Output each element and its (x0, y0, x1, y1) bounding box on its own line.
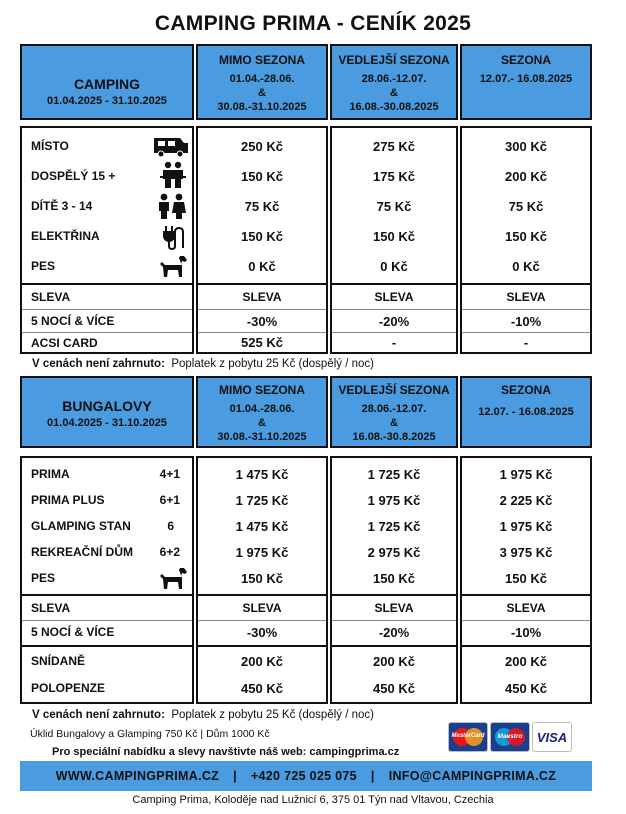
bungalovy-season-1-column (196, 456, 328, 704)
row-divider (198, 594, 326, 596)
price-value: 150 Kč (373, 570, 415, 586)
discount-cell (198, 286, 326, 308)
season-name: SEZONA (500, 53, 551, 67)
discount-cell (462, 310, 590, 332)
season-date-line: 01.04.-28.06. (229, 403, 295, 415)
row-divider (332, 645, 456, 647)
meal-price: 200 Kč (373, 653, 415, 669)
price-cell (198, 194, 326, 218)
price-cell (332, 134, 456, 158)
price-cell (332, 540, 456, 564)
row-divider (462, 645, 590, 647)
camping-season-1-column (196, 126, 328, 354)
camping-header (20, 44, 194, 120)
footer-phone[interactable]: +420 725 025 075 (250, 769, 357, 783)
price-value: 2 225 Kč (499, 492, 553, 508)
season-date-line: 12.07. - 16.08.2025 (478, 406, 574, 418)
season-date-line: 12.07.- 16.08.2025 (479, 73, 573, 85)
meal-price: 450 Kč (373, 680, 415, 696)
price-cell (332, 224, 456, 248)
price-value: 275 Kč (373, 138, 415, 154)
season-name: MIMO SEZONA (219, 53, 305, 67)
dog-icon (158, 566, 188, 590)
table-row (22, 286, 192, 308)
row-divider (198, 283, 326, 285)
row-label: DÍTĚ 3 - 14 (31, 199, 93, 213)
price-value: 0 Kč (380, 258, 408, 274)
season-name: SEZONA (500, 383, 551, 397)
discount-cell (198, 310, 326, 332)
mastercard-logo (448, 722, 488, 752)
acsi-cell (332, 333, 456, 352)
season-date-line: & (390, 417, 398, 429)
camping-note (32, 358, 374, 370)
price-cell (462, 254, 590, 278)
price-value: 1 725 Kč (367, 518, 421, 534)
visa-logo (532, 722, 572, 752)
price-cell (198, 254, 326, 278)
bungalovy-season-2-column (330, 456, 458, 704)
children-icon (156, 192, 188, 220)
nights-label: 5 NOCÍ & VÍCE (31, 314, 115, 328)
season-date-line: 30.08.-31.10.2025 (217, 101, 307, 113)
price-cell (198, 462, 326, 486)
price-cell (462, 224, 590, 248)
row-divider (332, 283, 456, 285)
camping-season-3-header (460, 44, 592, 120)
price-value: 150 Kč (241, 570, 283, 586)
discount-cell (462, 286, 590, 308)
bungalovy-season-2-header (330, 376, 458, 448)
row-divider (22, 283, 192, 285)
table-row (22, 540, 192, 564)
row-capacity: 6+1 (159, 493, 180, 507)
acsi-value: - (523, 335, 529, 350)
season-name: VEDLEJŠÍ SEZONA (338, 53, 450, 67)
meal-cell (462, 649, 590, 673)
bungalovy-season-3-column (460, 456, 592, 704)
discount-value: -30% (246, 313, 278, 329)
footer-address: Camping Prima, Koloděje nad Lužnicí 6, 375 01 Týn nad Vltavou, Czechia (132, 794, 494, 806)
table-row (22, 310, 192, 332)
price-cell (198, 566, 326, 590)
discount-cell (198, 597, 326, 619)
price-value: 2 975 Kč (367, 544, 421, 560)
price-value: 3 975 Kč (499, 544, 553, 560)
row-divider (462, 283, 590, 285)
price-cell (332, 514, 456, 538)
discount-value: SLEVA (374, 290, 414, 304)
row-divider (22, 594, 192, 596)
price-cell (198, 540, 326, 564)
footer-contact-bar (20, 761, 592, 791)
price-cell (462, 540, 590, 564)
discount-value: SLEVA (242, 290, 282, 304)
row-divider (198, 645, 326, 647)
camping-label-column (20, 126, 194, 354)
price-value: 1 475 Kč (235, 466, 289, 482)
price-value: 150 Kč (241, 228, 283, 244)
price-cell (332, 488, 456, 512)
price-cell (462, 134, 590, 158)
table-row (22, 462, 192, 486)
meal-cell (198, 649, 326, 673)
row-label: DOSPĚLÝ 15 + (31, 169, 116, 183)
camping-season-2-header (330, 44, 458, 120)
row-divider (22, 645, 192, 647)
discount-cell (332, 621, 456, 643)
row-label: ELEKTŘINA (31, 229, 100, 243)
price-cell (332, 254, 456, 278)
row-capacity: 6+2 (159, 545, 180, 559)
table-row (22, 649, 192, 673)
meal-price: 200 Kč (505, 653, 547, 669)
season-date-line: 30.08.-31.10.2025 (217, 431, 307, 443)
plug-icon (162, 224, 184, 250)
discount-value: -10% (510, 624, 542, 640)
price-value: 1 975 Kč (367, 492, 421, 508)
price-value: 150 Kč (505, 570, 547, 586)
meal-price: 450 Kč (505, 680, 547, 696)
table-row (22, 488, 192, 512)
discount-cell (332, 310, 456, 332)
price-value: 250 Kč (241, 138, 283, 154)
acsi-value: - (391, 335, 397, 350)
season-name: MIMO SEZONA (219, 383, 305, 397)
table-row (22, 514, 192, 538)
discount-cell (462, 621, 590, 643)
price-cell (198, 488, 326, 512)
price-cell (198, 224, 326, 248)
price-value: 1 975 Kč (499, 518, 553, 534)
bungalovy-season-3-header (460, 376, 592, 448)
table-row (22, 676, 192, 700)
page-title: CAMPING PRIMA - CENÍK 2025 (154, 12, 472, 35)
price-value: 1 975 Kč (235, 544, 289, 560)
acsi-label: ACSI CARD (31, 335, 98, 350)
bungalovy-header-dates: 01.04.2025 - 31.10.2025 (47, 417, 167, 429)
footer-divider: | (370, 769, 375, 783)
meal-price: 450 Kč (241, 680, 283, 696)
meal-cell (462, 676, 590, 700)
price-cell (462, 566, 590, 590)
price-value: 300 Kč (505, 138, 547, 154)
price-value: 150 Kč (373, 228, 415, 244)
discount-cell (332, 597, 456, 619)
bungalovy-header (20, 376, 194, 448)
footer-email-link[interactable]: INFO@CAMPINGPRIMA.CZ (388, 769, 557, 783)
camper-icon (152, 134, 190, 158)
card-label: Maestro (497, 733, 523, 740)
price-value: 1 975 Kč (499, 466, 553, 482)
note-label: V cenách není zahrnuto: (32, 709, 165, 721)
row-label: MÍSTO (31, 139, 69, 153)
acsi-value: 525 Kč (241, 335, 283, 350)
footer-divider: | (233, 769, 237, 783)
price-cell (198, 164, 326, 188)
row-label: PRIMA (31, 467, 70, 481)
meal-cell (198, 676, 326, 700)
season-name: VEDLEJŠÍ SEZONA (338, 383, 450, 397)
discount-cell (198, 621, 326, 643)
season-date-line: 28.06.-12.07. (361, 403, 427, 415)
price-value: 0 Kč (248, 258, 276, 274)
promo-note: Pro speciální nabídku a slevy navštivte náš web: campingprima.cz (52, 746, 400, 758)
table-row (22, 597, 192, 619)
discount-value: -10% (510, 313, 542, 329)
price-value: 1 475 Kč (235, 518, 289, 534)
bungalovy-note (32, 709, 374, 721)
price-cell (198, 514, 326, 538)
meal-label: SNÍDANĚ (31, 654, 86, 668)
price-cell (198, 134, 326, 158)
row-capacity: 6 (167, 519, 174, 533)
meal-price: 200 Kč (241, 653, 283, 669)
camping-header-dates: 01.04.2025 - 31.10.2025 (47, 95, 167, 107)
price-cell (332, 462, 456, 486)
card-label: MasterCard (451, 733, 485, 739)
season-date-line: & (258, 87, 266, 99)
price-cell (462, 514, 590, 538)
discount-value: -20% (378, 313, 410, 329)
row-label: PES (31, 259, 56, 273)
camping-season-2-column (330, 126, 458, 354)
price-cell (462, 488, 590, 512)
table-row (22, 621, 192, 643)
camping-header-name: CAMPING (73, 76, 141, 92)
season-date-line: 16.08.-30.8.2025 (352, 431, 436, 443)
row-divider (462, 594, 590, 596)
discount-value: SLEVA (506, 290, 546, 304)
row-label: PRIMA PLUS (31, 493, 105, 507)
price-value: 75 Kč (244, 198, 280, 214)
maestro-logo (490, 722, 530, 752)
season-date-line: 28.06.-12.07. (361, 73, 427, 85)
row-divider (332, 594, 456, 596)
price-cell (332, 164, 456, 188)
discount-label: SLEVA (31, 601, 71, 615)
discount-cell (462, 597, 590, 619)
table-row (22, 333, 192, 352)
price-value: 150 Kč (241, 168, 283, 184)
row-label: REKREAČNÍ DŮM (31, 545, 133, 559)
discount-value: SLEVA (374, 601, 414, 615)
price-value: 75 Kč (376, 198, 412, 214)
bungalovy-label-column (20, 456, 194, 704)
season-date-line: & (258, 417, 266, 429)
price-value: 150 Kč (505, 228, 547, 244)
season-date-line: 01.04.-28.06. (229, 73, 295, 85)
discount-value: SLEVA (242, 601, 282, 615)
price-cell (462, 462, 590, 486)
price-cell (462, 194, 590, 218)
season-date-line: 16.08.-30.08.2025 (349, 101, 439, 113)
meal-cell (332, 649, 456, 673)
note-text: Poplatek z pobytu 25 Kč (dospělý / noc) (171, 709, 374, 721)
price-value: 0 Kč (512, 258, 540, 274)
season-date-line: & (390, 87, 398, 99)
row-label: PES (31, 571, 56, 585)
price-cell (332, 194, 456, 218)
discount-value: -30% (246, 624, 278, 640)
acsi-cell (198, 333, 326, 352)
card-label: VISA (536, 729, 568, 745)
bungalovy-header-name: BUNGALOVY (62, 398, 152, 414)
camping-season-1-header (196, 44, 328, 120)
dog-icon (158, 254, 188, 278)
nights-label: 5 NOCÍ & VÍCE (31, 625, 115, 639)
discount-value: SLEVA (506, 601, 546, 615)
footer-web-link[interactable]: WWW.CAMPINGPRIMA.CZ (55, 769, 220, 783)
adults-icon (160, 161, 186, 189)
price-value: 1 725 Kč (235, 492, 289, 508)
price-value: 1 725 Kč (367, 466, 421, 482)
price-cell (332, 566, 456, 590)
cleaning-note: Úklid Bungalovy a Glamping 750 Kč | Dům 1000 Kč (30, 728, 270, 740)
price-value: 175 Kč (373, 168, 415, 184)
row-capacity: 4+1 (159, 467, 180, 481)
price-value: 75 Kč (508, 198, 544, 214)
discount-cell (332, 286, 456, 308)
camping-season-3-column (460, 126, 592, 354)
row-label: GLAMPING STAN (31, 519, 131, 533)
acsi-cell (462, 333, 590, 352)
bungalovy-season-1-header (196, 376, 328, 448)
meal-label: POLOPENZE (31, 681, 106, 695)
discount-label: SLEVA (31, 290, 71, 304)
price-value: 200 Kč (505, 168, 547, 184)
discount-value: -20% (378, 624, 410, 640)
meal-cell (332, 676, 456, 700)
note-label: V cenách není zahrnuto: (32, 358, 165, 370)
price-cell (462, 164, 590, 188)
note-text: Poplatek z pobytu 25 Kč (dospělý / noc) (171, 358, 374, 370)
